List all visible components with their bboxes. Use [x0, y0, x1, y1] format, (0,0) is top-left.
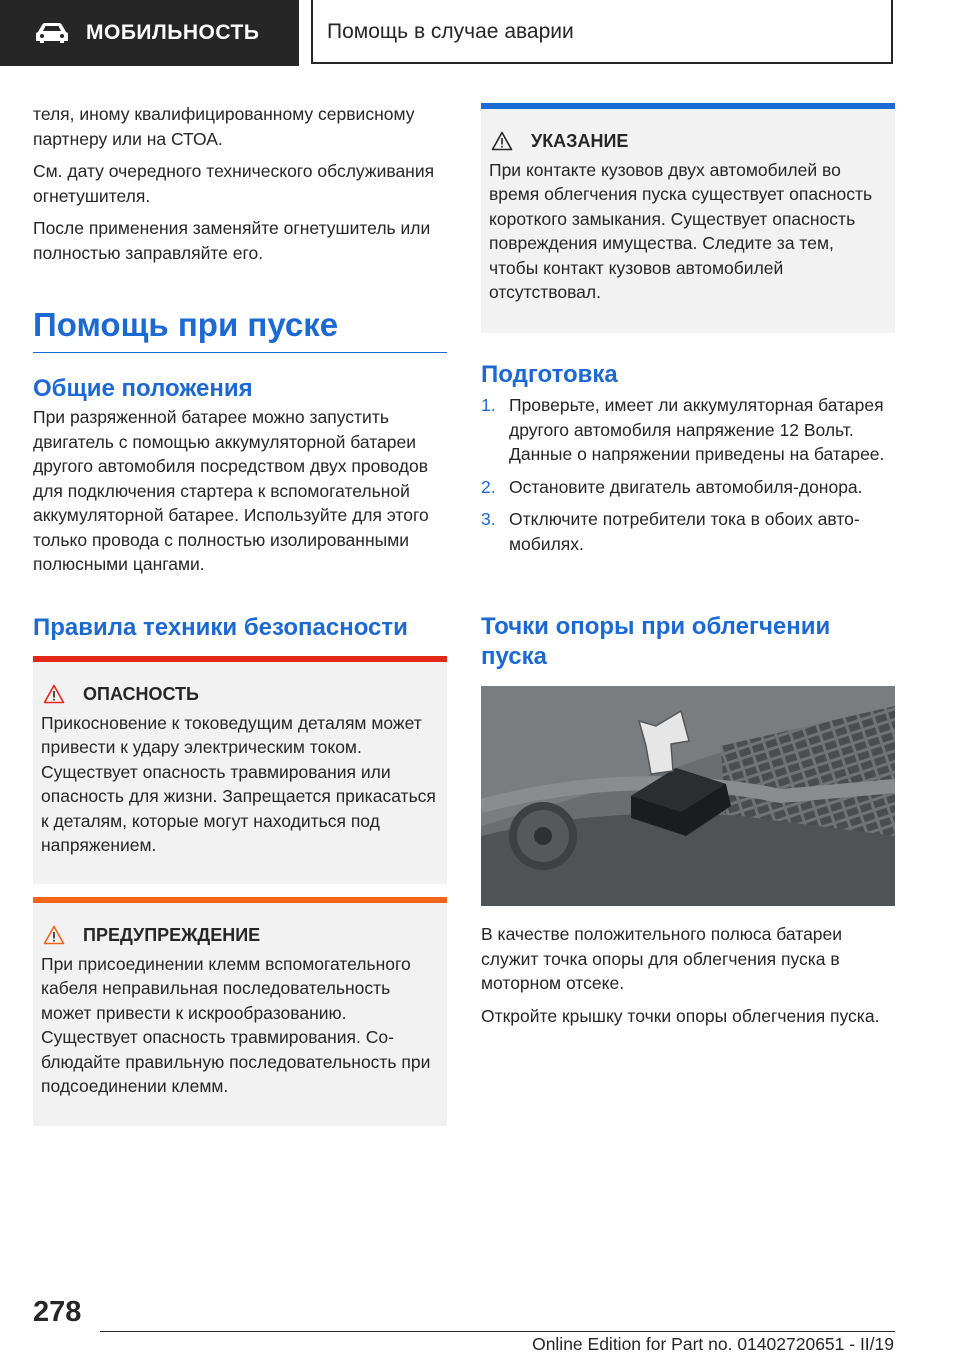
general-paragraph: При разряженной батарее можно запустить двигатель с помощью аккумуляторной батареи другого автомобиля посредством двух проводов для подключения стартера к вспомогательной аккумуляторной батарее. Используйте для этого только провода с полностью изолированными полюсными цангами. [33, 407, 429, 574]
warning-title-row [41, 923, 447, 948]
subheading-general: Общие положения [33, 375, 253, 402]
general-section [33, 374, 447, 585]
danger-title-row [41, 682, 447, 707]
step-text: Проверьте, имеет ли аккумуляторная батарея другого автомобиля напряжение 12 Вольт. Данные о напряжении приведены на батарее. [509, 395, 885, 464]
main-heading: Помощь при пуске [33, 306, 339, 343]
intro-paragraph: теля, иному квалифицированному сервисному партнеру или на СТОА. [33, 104, 415, 149]
danger-title: ОПАСНОСТЬ [83, 684, 199, 704]
intro-paragraph: См. дату очередного технического обслуживания огнетушителя. [33, 161, 435, 206]
edition-text: Online Edition for Part no. 01402720651 - II/19 [532, 1334, 894, 1354]
step-number: 3. [481, 509, 496, 529]
section-label: МОБИЛЬНОСТЬ [86, 21, 260, 44]
subheading-prep: Подготовка [481, 361, 618, 388]
chapter-header [311, 0, 893, 64]
steps-list [481, 393, 895, 556]
prep-section [481, 360, 895, 564]
heading-rule [33, 352, 447, 353]
chapter-title: Помощь в случае аварии [327, 20, 574, 43]
footer-rule [100, 1331, 895, 1332]
danger-text: Прикосновение к токоведущим деталям может привести к удару электрическим током. Существует опасность травмирования или опасность для жизни. Запрещается прикасаться к деталям, которые могут находиться под напряжением. [41, 712, 436, 855]
step-text: Отключите потребители тока в обоих автомобилях. [509, 509, 860, 554]
warning-body [33, 903, 447, 1126]
list-item [481, 393, 895, 467]
info-body [481, 109, 895, 333]
step-number: 2. [481, 476, 496, 497]
danger-notice [33, 656, 447, 884]
caption-paragraph: В качестве положительного полюса батареи служит точка опоры для облегчения пуска в моторном отсеке. [481, 924, 843, 993]
left-column [33, 102, 447, 273]
main-heading-block [33, 306, 447, 353]
car-icon [34, 22, 70, 44]
points-caption [481, 922, 895, 1036]
caption-paragraph: Откройте крышку точки опоры облегчения пуска. [481, 1005, 880, 1026]
safety-heading-block [33, 613, 447, 643]
warning-text: При присоединении клемм вспомогательного кабеля неправильная последовательность может привести к искрообразованию. Существует опасность травмирования. Соблюдайте правильную последовательность при подсоединении клемм. [41, 953, 431, 1096]
warning-title: ПРЕДУПРЕЖДЕНИЕ [83, 925, 261, 945]
list-item [481, 475, 895, 500]
step-text: Остановите двигатель автомобиля-донора. [509, 476, 863, 497]
engine-bay-photo [481, 686, 895, 906]
page-number: 278 [33, 1296, 82, 1328]
warning-triangle-icon [43, 925, 65, 945]
step-number: 1. [481, 395, 496, 415]
section-tab [0, 0, 299, 66]
danger-body [33, 662, 447, 884]
warning-triangle-icon [43, 684, 65, 704]
subheading-points: Точки опоры при облегчении пуска [481, 613, 831, 670]
info-notice [481, 103, 895, 333]
info-title-row [489, 129, 895, 154]
warning-notice [33, 897, 447, 1126]
points-heading-block [481, 612, 895, 672]
list-item [481, 507, 895, 556]
subheading-safety: Правила техники безопасности [33, 614, 408, 641]
info-title: УКАЗАНИЕ [531, 131, 629, 151]
intro-paragraph: После применения заменяйте огнетушитель или полностью заправляйте его. [33, 218, 431, 263]
info-text: При контакте кузовов двух автомобилей во время облегчения пуска существует опасность короткого замыкания. Существует опасность повреждения имущества. Следите за тем, чтобы контакт кузовов автомобилей отсутствовал. [489, 159, 873, 302]
engine-bay-illustration [481, 686, 895, 906]
warning-triangle-icon [491, 131, 513, 151]
